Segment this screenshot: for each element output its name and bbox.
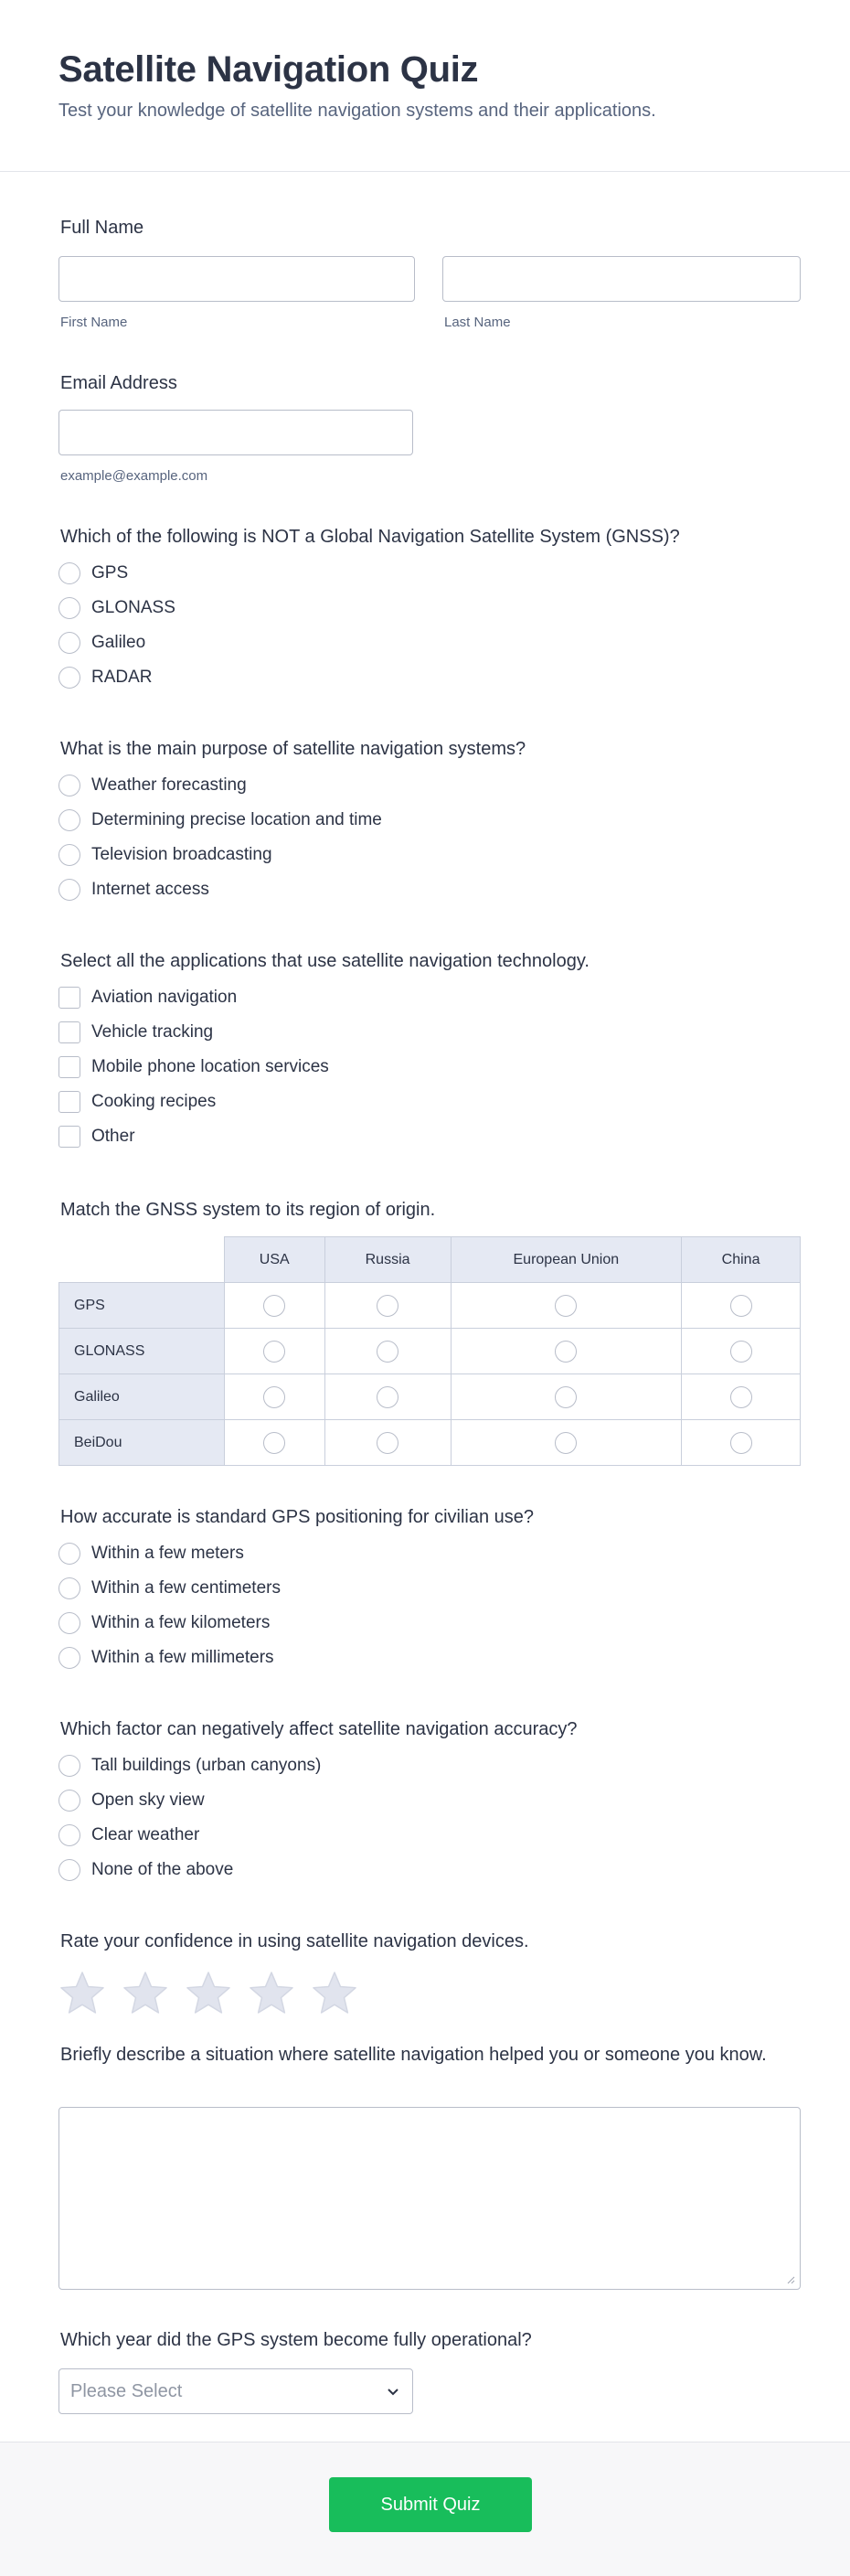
matrix-radio[interactable] (263, 1341, 285, 1363)
applications-question-label: Select all the applications that use satellite navigation technology. (60, 951, 590, 971)
radio-option[interactable] (58, 1818, 801, 1853)
checkbox-option[interactable] (58, 1015, 801, 1050)
matrix-corner (59, 1237, 225, 1283)
matrix-column-header: China (682, 1237, 801, 1283)
applications-question (58, 949, 801, 1154)
star-icon[interactable] (311, 1970, 358, 2017)
radio-option[interactable] (58, 556, 801, 591)
option-label: GLONASS (91, 598, 175, 617)
radio-option[interactable] (58, 591, 801, 625)
radio-option[interactable] (58, 768, 801, 803)
form-header (0, 0, 850, 172)
checkbox[interactable] (58, 1126, 80, 1148)
option-label: GPS (91, 563, 129, 583)
factor-question-label: Which factor can negatively affect satellite navigation accuracy? (60, 1719, 578, 1739)
accuracy-question (58, 1505, 801, 1675)
matrix-radio[interactable] (730, 1386, 752, 1408)
radio-button[interactable] (58, 1577, 80, 1599)
option-label: Television broadcasting (91, 845, 272, 864)
radio-button[interactable] (58, 1647, 80, 1669)
radio-button[interactable] (58, 597, 80, 619)
radio-button[interactable] (58, 562, 80, 584)
star-icon[interactable] (58, 1970, 106, 2017)
radio-button[interactable] (58, 632, 80, 654)
matrix-row-header: GPS (59, 1283, 225, 1329)
describe-textarea[interactable] (58, 2107, 801, 2290)
matrix-column-header: Russia (324, 1237, 451, 1283)
matrix-radio[interactable] (555, 1432, 577, 1454)
submit-button[interactable]: Submit Quiz (329, 2477, 532, 2532)
form-subtitle: Test your knowledge of satellite navigation systems and their applications. (58, 101, 656, 121)
radio-button[interactable] (58, 879, 80, 901)
option-label: Cooking recipes (91, 1092, 217, 1111)
year-question-label: Which year did the GPS system become fully operational? (60, 2330, 532, 2350)
describe-question-label: Briefly describe a situation where satellite navigation helped you or someone you know. (60, 2045, 767, 2065)
radio-button[interactable] (58, 1612, 80, 1634)
matrix-table (58, 1236, 801, 1466)
accuracy-question-label: How accurate is standard GPS positioning for civilian use? (60, 1507, 535, 1527)
rating-question (58, 1929, 801, 2017)
gnss-question (58, 525, 801, 695)
matrix-radio[interactable] (263, 1432, 285, 1454)
purpose-question-label: What is the main purpose of satellite navigation systems? (60, 739, 526, 759)
matrix-radio[interactable] (377, 1341, 398, 1363)
rating-question-label: Rate your confidence in using satellite navigation devices. (60, 1931, 529, 1951)
matrix-column-header: USA (224, 1237, 324, 1283)
radio-button[interactable] (58, 667, 80, 689)
option-label: None of the above (91, 1860, 234, 1879)
matrix-cell (451, 1420, 682, 1466)
describe-question (58, 2043, 801, 2067)
matrix-cell (224, 1420, 324, 1466)
radio-option[interactable] (58, 1783, 801, 1818)
matrix-radio[interactable] (263, 1386, 285, 1408)
radio-button[interactable] (58, 1859, 80, 1881)
checkbox[interactable] (58, 987, 80, 1009)
matrix-radio[interactable] (730, 1341, 752, 1363)
matrix-row-header: Galileo (59, 1374, 225, 1420)
option-label: Weather forecasting (91, 775, 247, 795)
matrix-radio[interactable] (377, 1295, 398, 1317)
option-label: Within a few meters (91, 1544, 244, 1563)
radio-button[interactable] (58, 809, 80, 831)
radio-option[interactable] (58, 838, 801, 872)
checkbox[interactable] (58, 1056, 80, 1078)
full-name-label: Full Name (60, 218, 144, 238)
last-name-sublabel: Last Name (444, 315, 511, 330)
option-label: RADAR (91, 668, 153, 687)
matrix-cell (224, 1374, 324, 1420)
matrix-cell (324, 1420, 451, 1466)
matrix-column-header: European Union (451, 1237, 682, 1283)
radio-option[interactable] (58, 1606, 801, 1641)
option-label: Clear weather (91, 1825, 200, 1844)
chevron-down-icon (385, 2384, 401, 2400)
checkbox-option[interactable] (58, 1050, 801, 1085)
matrix-row-header: GLONASS (59, 1329, 225, 1374)
radio-button[interactable] (58, 844, 80, 866)
matrix-radio[interactable] (730, 1295, 752, 1317)
matrix-radio[interactable] (263, 1295, 285, 1317)
checkbox-option[interactable] (58, 1119, 801, 1154)
first-name-sublabel: First Name (60, 315, 128, 330)
matrix-radio[interactable] (555, 1295, 577, 1317)
option-label: Determining precise location and time (91, 810, 382, 829)
email-question (58, 371, 801, 395)
radio-option[interactable] (58, 660, 801, 695)
email-label: Email Address (60, 373, 177, 393)
checkbox[interactable] (58, 1021, 80, 1043)
resize-grip-icon[interactable] (786, 2275, 795, 2284)
option-label: Within a few centimeters (91, 1578, 281, 1598)
matrix-cell (224, 1329, 324, 1374)
option-label: Internet access (91, 880, 209, 899)
describe-textarea-wrap (58, 2107, 801, 2290)
year-select-placeholder: Please Select (70, 2380, 183, 2401)
matrix-question (58, 1198, 801, 1222)
radio-option[interactable] (58, 1641, 801, 1675)
star-rating (58, 1970, 801, 2017)
checkbox[interactable] (58, 1091, 80, 1113)
year-question (58, 2328, 801, 2352)
radio-button[interactable] (58, 1790, 80, 1812)
checkbox-option[interactable] (58, 980, 801, 1015)
option-label: Tall buildings (urban canyons) (91, 1756, 322, 1775)
email-input[interactable] (58, 410, 413, 455)
matrix-radio[interactable] (555, 1386, 577, 1408)
radio-button[interactable] (58, 775, 80, 796)
radio-option[interactable] (58, 1571, 801, 1606)
matrix-cell (682, 1329, 801, 1374)
matrix-radio[interactable] (555, 1341, 577, 1363)
radio-option[interactable] (58, 625, 801, 660)
radio-option[interactable] (58, 1853, 801, 1887)
matrix-cell (224, 1283, 324, 1329)
matrix-cell (324, 1374, 451, 1420)
radio-option[interactable] (58, 1748, 801, 1783)
option-label: Other (91, 1127, 135, 1146)
matrix-cell (324, 1283, 451, 1329)
option-label: Vehicle tracking (91, 1022, 214, 1042)
matrix-cell (682, 1420, 801, 1466)
matrix-cell (451, 1374, 682, 1420)
matrix-row-header: BeiDou (59, 1420, 225, 1466)
matrix-radio[interactable] (730, 1432, 752, 1454)
last-name-input[interactable] (442, 256, 801, 302)
radio-button[interactable] (58, 1755, 80, 1777)
full-name-question (58, 216, 801, 240)
gnss-question-label: Which of the following is NOT a Global Navigation Satellite System (GNSS)? (60, 527, 680, 547)
option-label: Mobile phone location services (91, 1057, 329, 1076)
matrix-cell (324, 1329, 451, 1374)
matrix-question-label: Match the GNSS system to its region of origin. (60, 1200, 436, 1220)
form-footer (0, 2442, 850, 2576)
matrix-radio[interactable] (377, 1432, 398, 1454)
radio-option[interactable] (58, 803, 801, 838)
matrix-cell (682, 1374, 801, 1420)
radio-option[interactable] (58, 872, 801, 907)
star-icon[interactable] (122, 1970, 169, 2017)
option-label: Galileo (91, 633, 146, 652)
option-label: Aviation navigation (91, 988, 238, 1007)
star-icon[interactable] (185, 1970, 232, 2017)
email-sublabel: example@example.com (60, 468, 208, 484)
radio-button[interactable] (58, 1543, 80, 1565)
first-name-input[interactable] (58, 256, 415, 302)
radio-button[interactable] (58, 1824, 80, 1846)
option-label: Within a few millimeters (91, 1648, 274, 1667)
matrix-cell (451, 1283, 682, 1329)
year-select[interactable] (58, 2368, 413, 2414)
purpose-question (58, 737, 801, 907)
option-label: Within a few kilometers (91, 1613, 271, 1632)
matrix-radio[interactable] (377, 1386, 398, 1408)
star-icon[interactable] (248, 1970, 295, 2017)
form-title: Satellite Navigation Quiz (58, 49, 479, 90)
matrix-cell (682, 1283, 801, 1329)
checkbox-option[interactable] (58, 1085, 801, 1119)
radio-option[interactable] (58, 1536, 801, 1571)
matrix-cell (451, 1329, 682, 1374)
factor-question (58, 1717, 801, 1887)
option-label: Open sky view (91, 1790, 205, 1810)
